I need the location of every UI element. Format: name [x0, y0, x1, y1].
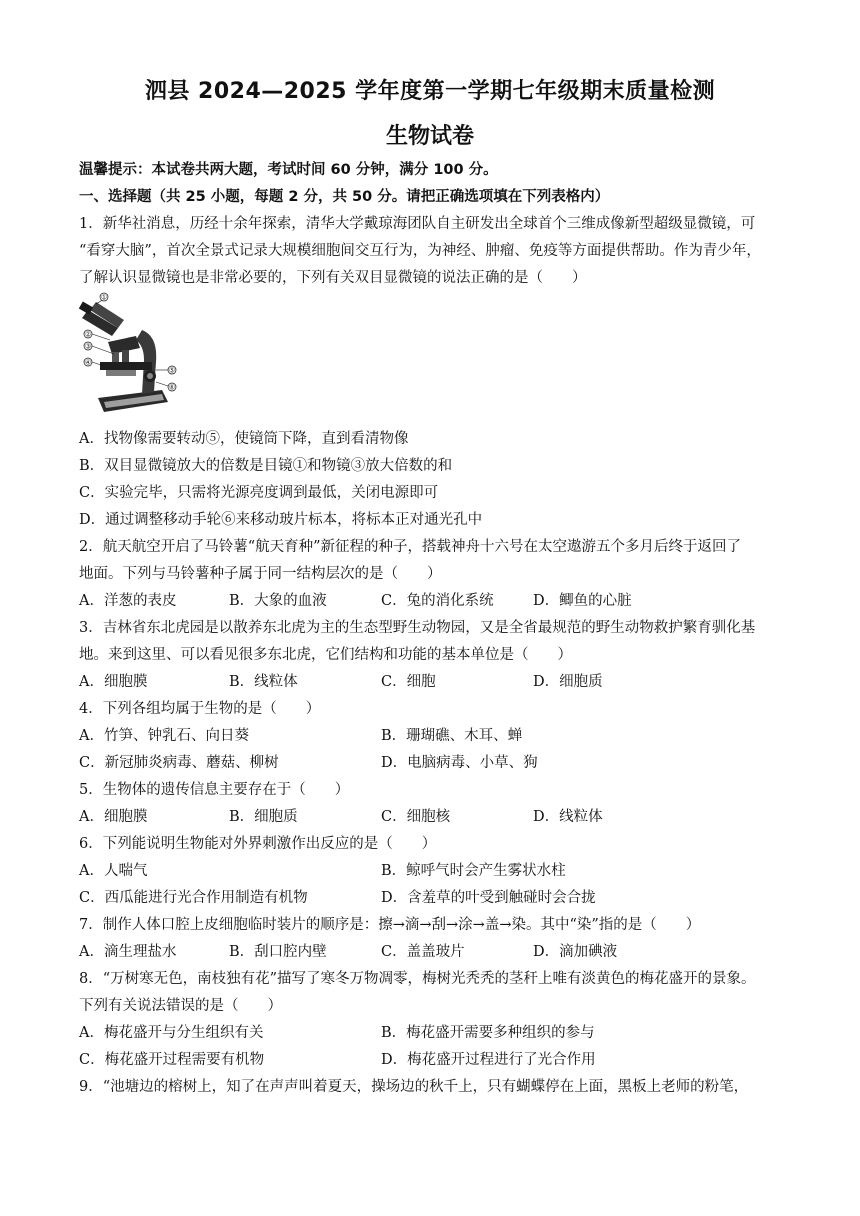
q4-option-d: D．电脑病毒、小草、狗: [381, 755, 538, 771]
q1-option-a: A．找物像需要转动⑤，使镜筒下降，直到看清物像: [79, 431, 409, 447]
figure-label: ④: [84, 358, 92, 367]
q4-option-c: C．新冠肺炎病毒、蘑菇、柳树: [79, 755, 279, 771]
q3-option-c: C．细胞: [381, 674, 436, 690]
exam-subtitle: 生物试卷: [385, 124, 474, 149]
q8-option-a: A．梅花盛开与分生组织有关: [79, 1025, 264, 1041]
q4-option-b: B．珊瑚礁、木耳、蝉: [381, 728, 523, 744]
q2-option-a: A．洋葱的表皮: [79, 593, 177, 609]
q5-line: 5．生物体的遗传信息主要存在于（ ）: [79, 782, 350, 798]
notice: 温馨提示：本试卷共两大题，考试时间 60 分钟，满分 100 分。: [79, 162, 498, 178]
microscope-image: [70, 290, 190, 420]
q7-option-d: D．滴加碘液: [533, 944, 618, 960]
q1-option-b: B．双目显微镜放大的倍数是目镜①和物镜③放大倍数的和: [79, 458, 453, 474]
q2-line: 2．航天航空开启了马铃薯“航天育种”新征程的种子，搭载神舟十六号在太空遨游五个多月后终于返回了: [79, 539, 742, 555]
q2-option-d: D．鲫鱼的心脏: [533, 593, 632, 609]
q2-option-c: C．兔的消化系统: [381, 593, 494, 609]
figure-label: ①: [100, 293, 108, 302]
q4-option-a: A．竹笋、钟乳石、向日葵: [79, 728, 249, 744]
q4-line: 4．下列各组均属于生物的是（ ）: [79, 701, 321, 717]
q6-option-a: A．人喘气: [79, 863, 148, 879]
q8-option-b: B．梅花盛开需要多种组织的参与: [381, 1025, 595, 1041]
q3-option-d: D．细胞质: [533, 674, 603, 690]
q6-line: 6．下列能说明生物能对外界刺激作出反应的是（ ）: [79, 836, 437, 852]
q8-option-c: C．梅花盛开过程需要有机物: [79, 1052, 265, 1068]
figure-label: ③: [84, 342, 92, 351]
q3-line: 地。来到这里、可以看见很多东北虎，它们结构和功能的基本单位是（ ）: [79, 647, 572, 663]
exam-title: 泗县 2024—2025 学年度第一学期七年级期末质量检测: [144, 79, 716, 104]
q1-option-c: C．实验完毕，只需将光源亮度调到最低，关闭电源即可: [79, 485, 439, 501]
section-heading: 一、选择题（共 25 小题，每题 2 分，共 50 分。请把正确选项填在下列表格内）: [79, 189, 610, 205]
figure-label: ⑥: [168, 383, 176, 392]
q7-option-c: C．盖盖玻片: [381, 944, 465, 960]
q5-option-d: D．线粒体: [533, 809, 603, 825]
q3-option-a: A．细胞膜: [79, 674, 148, 690]
q3-line: 3．吉林省东北虎园是以散养东北虎为主的生态型野生动物园，又是全省最规范的野生动物救护繁育驯化基: [79, 620, 756, 636]
q5-option-b: B．细胞质: [229, 809, 298, 825]
figure-label: ②: [84, 330, 92, 339]
q3-option-b: B．线粒体: [229, 674, 298, 690]
q7-line: 7．制作人体口腔上皮细胞临时装片的顺序是：擦→滴→刮→涂→盖→染。其中“染”指的是（ ）: [79, 917, 701, 933]
q8-line: 8．“万树寒无色，南枝独有花”描写了寒冬万物凋零，梅树光秃秃的茎秆上唯有淡黄色的梅花盛开的景象。: [79, 971, 756, 987]
q1-line: “看穿大脑”，首次全景式记录大规模细胞间交互行为，为神经、肿瘤、免疫等方面提供帮助。作为青少年，: [79, 243, 761, 259]
q1-option-d: D．通过调整移动手轮⑥来移动玻片标本，将标本正对通光孔中: [79, 512, 483, 528]
q6-option-d: D．含羞草的叶受到触碰时会合拢: [381, 890, 596, 906]
q5-option-a: A．细胞膜: [79, 809, 148, 825]
q8-line: 下列有关说法错误的是（ ）: [79, 998, 282, 1014]
q1-line: 1．新华社消息，历经十余年探索，清华大学戴琼海团队自主研发出全球首个三维成像新型超级显微镜，可: [79, 216, 756, 232]
q7-option-a: A．滴生理盐水: [79, 944, 177, 960]
q9-line: 9．“池塘边的榕树上，知了在声声叫着夏天，操场边的秋千上，只有蝴蝶停在上面，黑板上老师的粉笔，: [79, 1079, 749, 1095]
q6-option-c: C．西瓜能进行光合作用制造有机物: [79, 890, 308, 906]
q2-line: 地面。下列与马铃薯种子属于同一结构层次的是（ ）: [79, 566, 442, 582]
q7-option-b: B．刮口腔内壁: [229, 944, 327, 960]
q5-option-c: C．细胞核: [381, 809, 451, 825]
q8-option-d: D．梅花盛开过程进行了光合作用: [381, 1052, 596, 1068]
q2-option-b: B．大象的血液: [229, 593, 327, 609]
q6-option-b: B．鲸呼气时会产生雾状水柱: [381, 863, 566, 879]
q1-line: 了解认识显微镜也是非常必要的，下列有关双目显微镜的说法正确的是（ ）: [79, 270, 587, 286]
figure-label: ⑤: [168, 366, 176, 375]
